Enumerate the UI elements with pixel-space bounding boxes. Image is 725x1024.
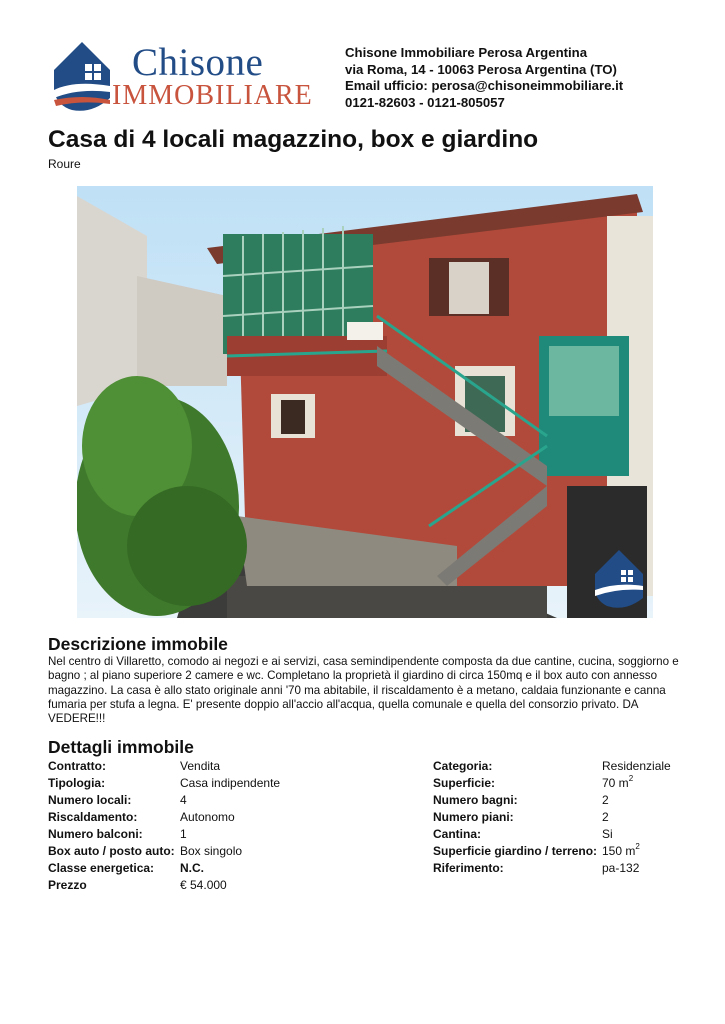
- property-photo-illustration: [77, 186, 653, 618]
- detail-value: [180, 792, 433, 809]
- detail-value-text: Casa indipendente: [180, 776, 281, 791]
- detail-value: [602, 792, 682, 809]
- listing-title: Casa di 4 locali magazzino, box e giardino: [48, 126, 539, 153]
- description-text: Nel centro di Villaretto, comodo ai negozi e ai servizi, casa semindipendente composta da due cantine, cucina, soggiorno e bagno ; al piano superiore 2 camere e wc. Completano la proprietà il giardino di circa 150mq e il box auto con annesso magazzino. La casa è allo stato originale anni '70 ma abitabile, il riscaldamento è a metano, caldaia funzionante e canna fumaria per stufa a legna. E' presente doppio all'accio all'acqua, quella comunale e quella del consorzio privato. DA VEDERE!!!: [48, 655, 679, 726]
- detail-label: [433, 792, 602, 809]
- logo-name: Chisone: [132, 41, 264, 84]
- detail-label-text: Classe energetica:: [48, 860, 155, 875]
- detail-value-text: € 54.000: [180, 877, 227, 892]
- unit-exponent: 2: [635, 841, 640, 851]
- detail-label-text: Tipologia:: [48, 776, 106, 791]
- detail-value-text: Vendita: [180, 759, 221, 774]
- detail-label: [48, 842, 180, 859]
- detail-value-text: Box singolo: [180, 843, 243, 858]
- detail-label-text: Numero balconi:: [48, 827, 143, 841]
- detail-value-text: 2: [602, 793, 609, 808]
- agency-contact: [345, 45, 623, 111]
- details-row: [48, 859, 682, 876]
- agency-logo: [52, 40, 327, 116]
- detail-value-text: Residenziale: [602, 759, 671, 774]
- detail-value-text: N.C.: [180, 860, 204, 875]
- property-photo: [77, 186, 653, 618]
- detail-value: [602, 876, 682, 893]
- detail-value-text: Si: [602, 827, 613, 841]
- detail-label-text: Riscaldamento:: [48, 810, 138, 825]
- detail-label: [433, 859, 602, 876]
- details-heading: Dettagli immobile: [48, 737, 194, 757]
- detail-value: [602, 758, 682, 775]
- detail-label: [48, 792, 180, 809]
- logo-subtitle: IMMOBILIARE: [112, 80, 313, 111]
- detail-label: [48, 809, 180, 826]
- detail-label: [48, 758, 180, 775]
- detail-value: [180, 758, 433, 775]
- detail-value: [180, 809, 433, 826]
- detail-value: [180, 876, 433, 893]
- detail-label: [433, 775, 602, 792]
- detail-value: [180, 826, 433, 843]
- detail-label: [433, 826, 602, 843]
- detail-label: [48, 859, 180, 876]
- details-row: [48, 809, 682, 826]
- detail-label-text: Contratto:: [48, 759, 106, 774]
- detail-value-text: 2: [602, 810, 609, 825]
- detail-value: [602, 859, 682, 876]
- detail-value: [180, 842, 433, 859]
- detail-value: [602, 826, 682, 843]
- detail-value: [602, 809, 682, 826]
- detail-label: [433, 809, 602, 826]
- detail-label-text: Superficie giardino / terreno:: [433, 843, 598, 858]
- detail-label-text: Box auto / posto auto:: [48, 843, 175, 858]
- detail-label: [48, 775, 180, 792]
- detail-value-text: 4: [180, 793, 187, 808]
- agency-phones: 0121-82603 - 0121-805057: [345, 94, 505, 110]
- detail-value-text: 150 m: [602, 843, 636, 858]
- detail-label: [433, 876, 602, 893]
- detail-value: [180, 859, 433, 876]
- listing-location: Roure: [48, 157, 81, 171]
- agency-email[interactable]: Email ufficio: perosa@chisoneimmobiliare.it: [345, 78, 624, 93]
- details-row: [48, 826, 682, 843]
- detail-value-text: 1: [180, 827, 187, 841]
- agency-name: Chisone Immobiliare Perosa Argentina: [345, 45, 588, 60]
- detail-label-text: Cantina:: [433, 827, 481, 841]
- detail-value: [602, 842, 682, 859]
- details-table: [48, 758, 682, 893]
- detail-value-text: Autonomo: [180, 810, 235, 825]
- detail-label-text: Superficie:: [433, 776, 496, 791]
- detail-value: [180, 775, 433, 792]
- agency-address: via Roma, 14 - 10063 Perosa Argentina (TO): [345, 61, 617, 77]
- detail-label-text: Numero bagni:: [433, 793, 518, 808]
- details-row: [48, 876, 682, 893]
- detail-label-text: Riferimento:: [433, 860, 504, 875]
- detail-label-text: Numero locali:: [48, 793, 132, 808]
- details-row: [48, 758, 682, 775]
- details-row: [48, 775, 682, 792]
- detail-label: [433, 842, 602, 859]
- house-logo-icon: [52, 40, 112, 114]
- description-heading: Descrizione immobile: [48, 634, 228, 654]
- details-row: [48, 792, 682, 809]
- details-row: [48, 842, 682, 859]
- detail-label-text: Numero piani:: [433, 810, 514, 825]
- unit-exponent: 2: [628, 774, 634, 784]
- detail-value-text: 70 m: [602, 776, 629, 791]
- detail-label-text: Prezzo: [48, 877, 87, 892]
- detail-value-text: pa-132: [602, 860, 640, 875]
- detail-value: [602, 775, 682, 792]
- detail-label: [433, 758, 602, 775]
- detail-label: [48, 826, 180, 843]
- detail-label: [48, 876, 180, 893]
- detail-label-text: Categoria:: [433, 759, 493, 774]
